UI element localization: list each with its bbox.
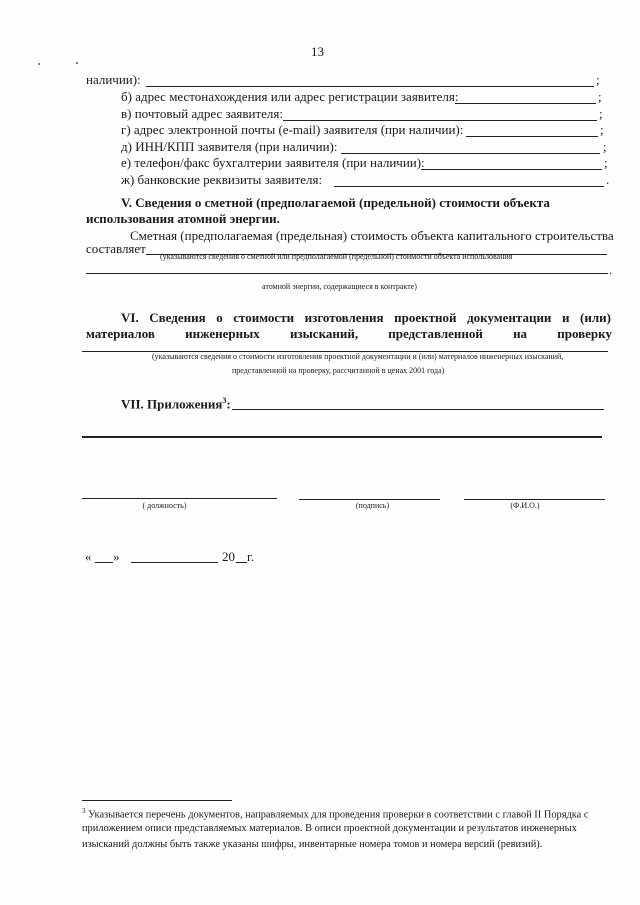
footnote-ref: 3: [222, 396, 227, 405]
name-label: (Ф.И.О.): [510, 501, 540, 510]
scan-speck: [76, 62, 78, 64]
field-end: ;: [600, 122, 604, 137]
heading-word: о: [216, 310, 223, 325]
field-underline[interactable]: [146, 86, 594, 87]
heading-word: проверку: [557, 326, 612, 341]
footnote-marker: 3: [82, 807, 86, 815]
section5-heading: V. Сведения о сметной (предполагаемой (предельной) стоимости объекта: [121, 195, 550, 210]
section5-text: Сметная (предполагаемая (предельная) стоимость объекта капитального строительства: [130, 228, 614, 243]
heading-word: инженерных: [185, 326, 260, 341]
field-end: ;: [596, 72, 600, 87]
heading-word: Сведения: [149, 310, 206, 325]
field-label: д) ИНН/КПП заявителя (при наличии):: [121, 139, 338, 154]
heading-word: изысканий,: [289, 326, 359, 341]
heading-word: изготовления: [304, 310, 384, 325]
section6-heading-cont: [86, 326, 612, 342]
field-underline[interactable]: [283, 120, 597, 121]
attachments-underline[interactable]: [232, 409, 604, 410]
field-end: ;: [603, 139, 607, 154]
date-day-underline[interactable]: [95, 562, 113, 563]
heading-word: на: [513, 326, 528, 341]
footnote-text: Указывается перечень документов, направляемых для проведения проверки в соответствии с главой II Порядка с: [88, 809, 589, 821]
date-year-suffix: г.: [247, 549, 255, 564]
field-label: в) почтовый адрес заявителя:: [121, 106, 283, 121]
heading-word: стоимости: [233, 310, 295, 325]
name-underline[interactable]: [464, 499, 605, 500]
position-label: ( должность): [142, 501, 187, 510]
field-end: ;: [599, 106, 603, 121]
heading-word: материалов: [86, 326, 155, 341]
date-close-quote: »: [113, 549, 120, 564]
section7-heading-text: VII. Приложения: [121, 396, 223, 412]
field-end: ;: [598, 89, 602, 104]
signature-label: (подпись): [355, 501, 390, 510]
footnote-line3: изысканий должны быть также указаны шифры, инвентарные номера томов и номера версий (ревизий).: [82, 839, 543, 850]
signature-underline[interactable]: [299, 499, 440, 500]
field-end: ;: [604, 155, 608, 170]
heading-word: (или): [580, 310, 611, 325]
field-underline[interactable]: [334, 186, 604, 187]
date-year-prefix: 20: [222, 549, 235, 564]
footnote-separator: [82, 800, 232, 801]
date-open-quote: «: [85, 549, 92, 564]
position-underline[interactable]: [82, 498, 277, 499]
attachments-underline-2[interactable]: [82, 436, 602, 438]
heading-word: VI.: [121, 310, 139, 325]
section5-heading-cont: использования атомной энергии.: [86, 211, 280, 226]
field-end: .: [606, 172, 610, 187]
field-underline[interactable]: [421, 169, 602, 170]
date-year-underline[interactable]: [236, 562, 247, 563]
field-underline[interactable]: [455, 103, 596, 104]
heading-word: и: [561, 310, 570, 325]
field-underline[interactable]: [341, 153, 600, 154]
section6-hint: (указываются сведения о стоимости изготовления проектной документации и (или) материалов инженерных изысканий,: [152, 352, 564, 361]
heading-word: представленной: [388, 326, 483, 341]
heading-word: документации: [467, 310, 552, 325]
section6-hint-cont: представленной на проверку, рассчитанной в ценах 2001 года): [232, 366, 445, 375]
heading-word: проектной: [394, 310, 457, 325]
section5-text-cont: составляет: [86, 241, 146, 256]
section6-heading: [121, 310, 611, 326]
section5-end: .: [609, 262, 613, 277]
field-label: наличии):: [86, 72, 141, 87]
footnote-line2: приложением описи представляемых материалов. В описи проектной документации и результатов инженерных: [82, 823, 577, 834]
section7-heading: [121, 396, 231, 412]
field-label: г) адрес электронной почты (e-mail) заявителя (при наличии):: [121, 122, 464, 137]
cost-underline-2[interactable]: [86, 273, 608, 274]
field-label: е) телефон/факс бухгалтерии заявителя (при наличии):: [121, 155, 425, 170]
footnote-line1: [82, 807, 589, 820]
field-label: б) адрес местонахождения или адрес регистрации заявителя:: [121, 89, 459, 104]
section5-hint-cont: атомной энергии, содержащиеся в контракте): [262, 282, 417, 291]
section7-heading-colon: :: [226, 396, 231, 412]
scan-speck: [38, 63, 40, 65]
field-underline[interactable]: [466, 136, 598, 137]
page-number: 13: [311, 44, 324, 59]
section5-hint: (указываются сведения о сметной или предполагаемой (предельной) стоимости объекта использования: [160, 252, 513, 261]
field-label: ж) банковские реквизиты заявителя:: [121, 172, 323, 187]
date-month-underline[interactable]: [131, 562, 218, 563]
